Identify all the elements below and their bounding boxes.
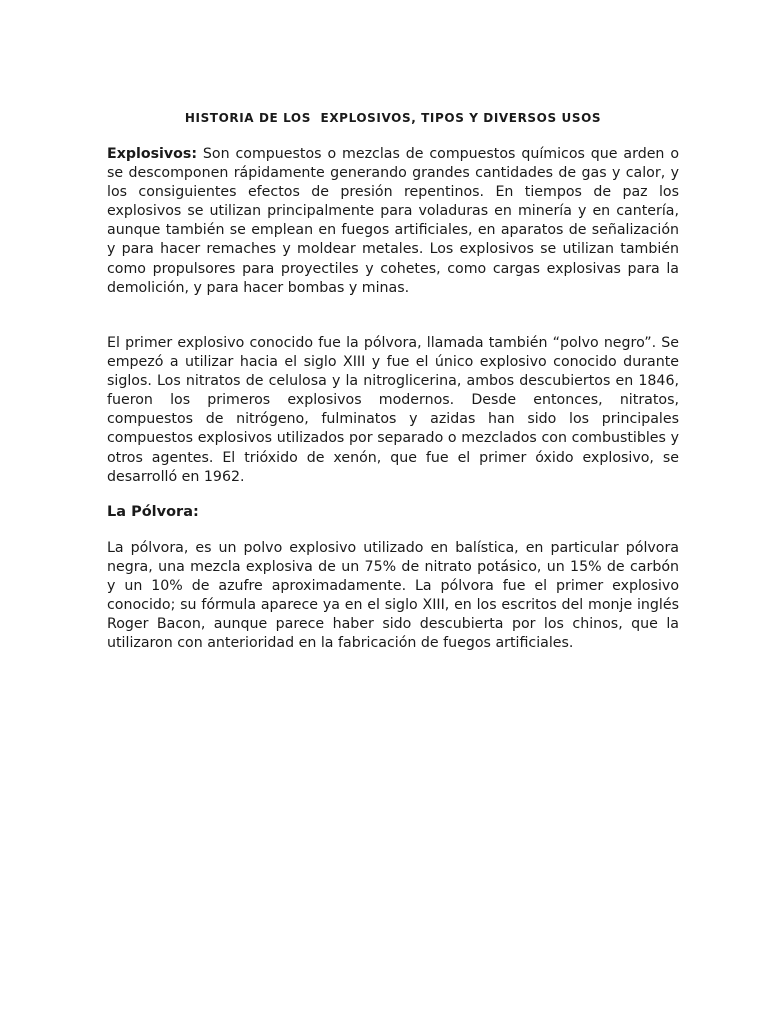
paragraph-lead-term: Explosivos:	[107, 146, 198, 162]
document-title: HISTORIA DE LOS EXPLOSIVOS, TIPOS Y DIVERSOS USOS	[184, 111, 602, 125]
paragraph-explosivos	[107, 145, 679, 298]
paragraph-polvora: La pólvora, es un polvo explosivo utilizado en balística, en particular pólvora negra, una mezcla explosiva de un 75% de nitrato potásico, un 15% de carbón y un 10% de azufre aproximadamente. La pólvora fue el primer explosivo conocido; su fórmula aparece ya en el siglo XIII, en los escritos del monje inglés Roger Bacon, aunque parece haber sido descubierta por los chinos, que la utilizaron con anterioridad en la fabricación de fuegos artificiales.	[107, 540, 679, 652]
paragraph-history: El primer explosivo conocido fue la pólvora, llamada también “polvo negro”. Se empezó a utilizar hacia el siglo XIII y fue el único explosivo conocido durante siglos. Los nitratos de celulosa y la nitroglicerina, ambos descubiertos en 1846, fueron los primeros explosivos modernos. Desde entonces, nitratos, compuestos de nitrógeno, fulminatos y azidas han sido los principales compuestos explosivos utilizados por separado o mezclados con combustibles y otros agentes. El trióxido de xenón, que fue el primer óxido explosivo, se desarrolló en 1962.	[107, 335, 679, 485]
paragraph-body: Son compuestos o mezclas de compuestos químicos que arden o se descomponen rápidamente generando grandes cantidades de gas y calor, y los consiguientes efectos de presión repentinos. En tiempos de paz los explosivos se utilizan principalmente para voladuras en minería y en cantería, aunque también se emplean en fuegos artificiales, en aparatos de señalización y para hacer remaches y moldear metales. Los explosivos se utilizan también como propulsores para proyectiles y cohetes, como cargas explosivas para la demolición, y para hacer bombas y minas.	[107, 146, 679, 296]
section-heading-polvora: La Pólvora:	[107, 504, 199, 520]
